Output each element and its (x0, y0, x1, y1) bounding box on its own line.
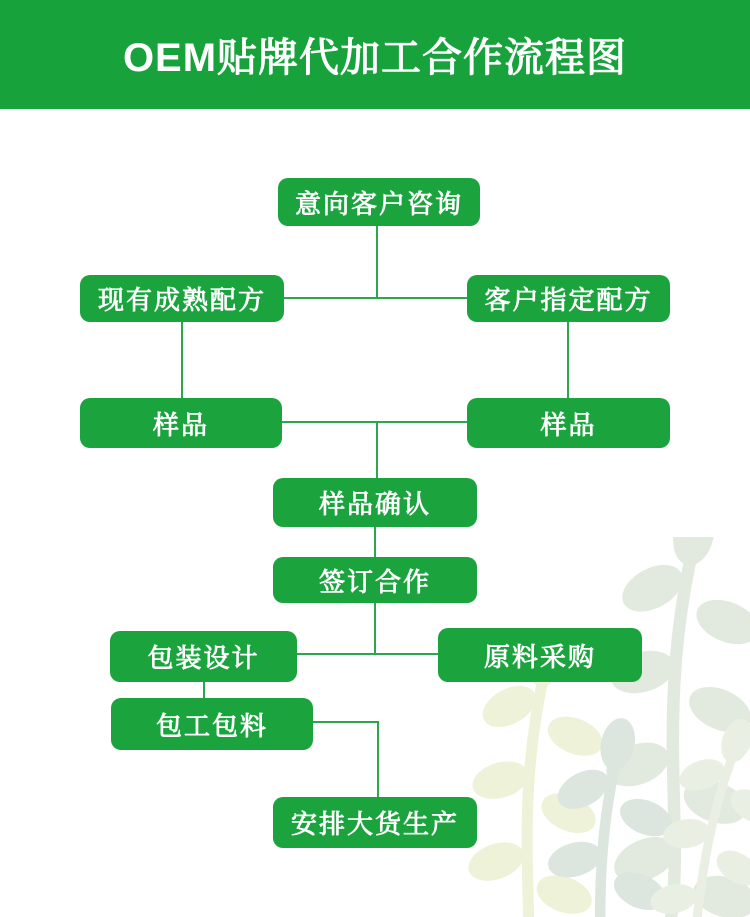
connector-existing-to-sample-left (181, 322, 183, 398)
connector-confirm-to-sign (374, 527, 376, 557)
connector-packaging-to-labor (203, 682, 205, 698)
flow-node-mass-production: 安排大货生产 (273, 797, 477, 848)
connector-customer-to-sample-right (567, 322, 569, 398)
connector-corner-to-production (377, 721, 379, 797)
flow-node-packaging-design: 包装设计 (110, 631, 297, 682)
connector-formula-row (283, 297, 468, 299)
connector-packaging-materials-row (296, 653, 439, 655)
page-title: OEM贴牌代加工合作流程图 (122, 36, 628, 80)
connector-samples-to-confirm (376, 421, 378, 478)
header-banner (0, 0, 750, 109)
flow-node-labor-and-materials: 包工包料 (111, 698, 313, 750)
flow-node-sign-cooperation: 签订合作 (273, 557, 477, 603)
flow-node-existing-formula: 现有成熟配方 (80, 275, 284, 322)
flow-node-customer-formula: 客户指定配方 (467, 275, 670, 322)
flow-node-sample-left: 样品 (80, 398, 282, 448)
flow-node-intent-consult: 意向客户咨询 (278, 178, 480, 226)
connector-sign-to-junction (374, 603, 376, 655)
flow-node-material-purchase: 原料采购 (438, 628, 642, 682)
connector-intent-to-formula-row (376, 226, 378, 299)
flow-node-sample-right: 样品 (467, 398, 670, 448)
connector-labor-to-corner (312, 721, 379, 723)
plant-decoration (430, 537, 750, 917)
flow-node-sample-confirm: 样品确认 (273, 478, 477, 527)
connector-sample-row (281, 421, 468, 423)
